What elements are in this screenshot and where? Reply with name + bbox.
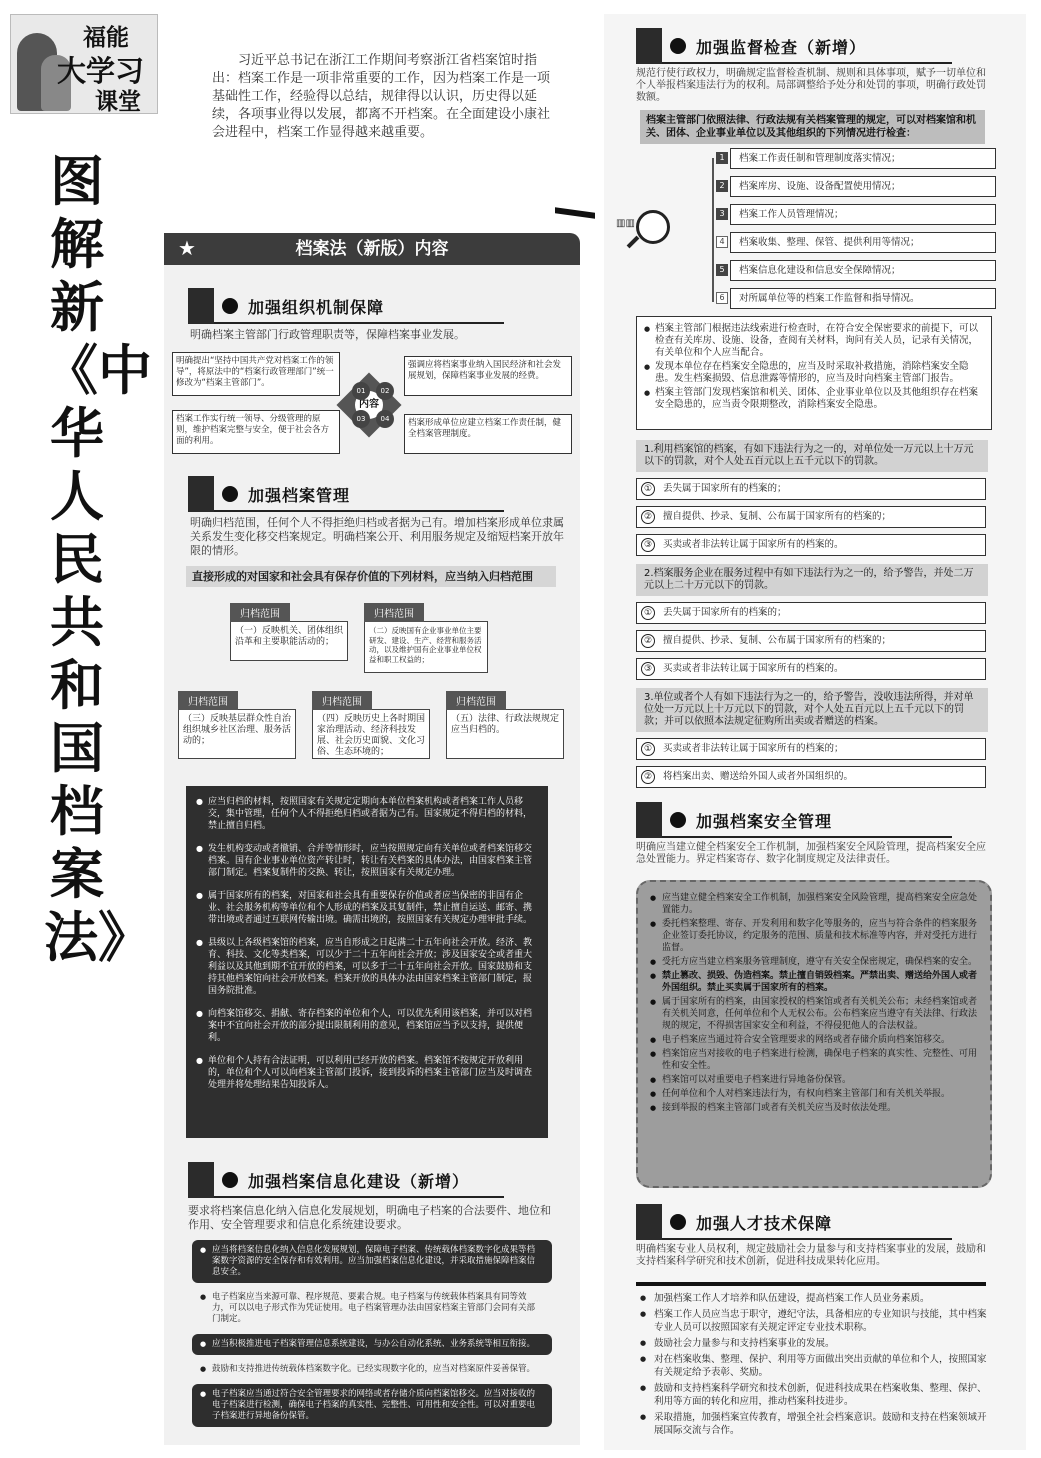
intro-quote: 习近平总书记在浙江工作期间考察浙江省档案馆时指出：档案工作是一项非常重要的工作，因为档案工作是一项基础性工作，经验得以总结，规律得以认识，历史得以延续，各项事业得以发展，都离不开档案。在全面建设小康社会进程中，档案工作显得越来越重要。 [212, 53, 551, 140]
org-box-1: 明确提出“坚持中国共产党对档案工作的领导”，将原法中的“档案行政管理部门”统一修改为“档案主管部门”。 [172, 352, 340, 396]
section-heading-info [188, 1162, 469, 1198]
magnifier-icon [636, 210, 670, 244]
check-item: 档案库房、设施、设备配置使用情况； [730, 176, 996, 197]
penalty-2: 2.档案服务企业在服务过程中有如下违法行为之一的，给予警告，并处二万元以上二十万元以下的罚款。 [636, 564, 988, 596]
list-item: ● 属于国家所有的档案，对国家和社会具有重要保存价值或者应当保密的非国有企业、社会服务机构等单位和个人形成的档案及其复制件，禁止擅自运送、邮寄、携带出境或者通过互联网传输出境。确需出境的，按照国家有关规定办理审批手续。 [208, 890, 534, 926]
section-heading-safety [636, 802, 832, 838]
list-item: ● 单位和个人持有合法证明，可以利用已经开放的档案。档案馆不按规定开放利用的，单位和个人可以向档案主管部门投诉，接到投诉的档案主管部门应当及时调查处理并将处理结果告知投诉人。 [208, 1055, 534, 1091]
section-banner [164, 233, 580, 265]
section-desc: 明确应当建立健全档案安全工作机制，加强档案安全风险管理，提高档案安全应急处置能力。界定档案寄存、数字化制度规定及法律责任。 [636, 842, 986, 865]
logo-line-1: 福能 [83, 24, 129, 51]
check-item: 档案工作人员管理情况； [730, 204, 996, 225]
scope-card-1: 归档范围 （一）反映机关、团体组织沿革和主要职能活动的； [230, 602, 348, 661]
penalty-item: ③ 买卖或者非法转让属于国家所有的档案的。 [636, 534, 986, 556]
connector-line [712, 158, 714, 302]
bullet-icon [670, 812, 686, 828]
page-title: 图解新《中华人民共和国档案法》 [44, 149, 152, 969]
list-item: ● 应当积极推进电子档案管理信息系统建设，与办公自动化系统、业务系统等相互衔接。 [192, 1334, 552, 1355]
penalty-3: 3.单位或者个人有如下违法行为之一的，给予警告，没收违法所得，并对单位处一万元以上十万元以下的罚款，对个人处五百元以上五千元以下的罚款；并可以依照本法规定征购所出卖或者赠送的档案。 [636, 688, 988, 732]
penalty-item: ② 将档案出卖、赠送给外国人或者外国组织的。 [636, 766, 986, 788]
org-num-2: 02 [376, 382, 394, 400]
penalty-item: ① 丢失属于国家所有的档案的； [636, 602, 986, 624]
check-item: 档案信息化建设和信息安全保障情况； [730, 260, 996, 281]
divider [636, 1282, 986, 1286]
section-title: 加强人才技术保障 [696, 1213, 833, 1233]
list-item: ● 县级以上各级档案馆的档案，应当自形成之日起满二十五年向社会开放。经济、教育、科技、文化等类档案，可以少于二十五年向社会开放；涉及国家安全或者重大利益以及其他到期不宜开放的档案，可以多于二十五年向社会开放。国家鼓励和支持其他档案馆向社会开放档案。档案开放的具体办法由国家档案主管部门制定，报国务院批准。 [208, 937, 534, 997]
check-item: 档案收集、整理、保管、提供利用等情况； [730, 232, 996, 253]
list-item: ● 发生机构变动或者撤销、合并等情形时，应当按照规定向有关单位或者档案馆移交档案。国有企业事业单位资产转让时，转让有关档案的具体办法，由国家档案主管部门制定。档案复制件的交换、转让，按照国家有关规定办理。 [208, 843, 534, 879]
org-box-3: 档案工作实行统一领导、分级管理的原则，维护档案完整与安全，便于社会各方面的利用。 [172, 410, 340, 454]
bullet-icon [222, 298, 238, 314]
penalty-item: ① 丢失属于国家所有的档案的； [636, 478, 986, 500]
section-desc: 明确档案专业人员权利，规定鼓励社会力量参与和支持档案事业的发展，鼓励和支持档案科学研究和技术创新，促进科技成果转化应用。 [636, 1244, 986, 1267]
scope-header: 直接形成的对国家和社会具有保存价值的下列材料，应当纳入归档范围 [186, 566, 556, 587]
penalty-item: ② 擅自提供、抄录、复制、公布属于国家所有的档案的； [636, 506, 986, 528]
org-box-4: 档案形成单位应建立档案工作责任制，健全档案管理制度。 [404, 414, 572, 454]
logo-line-3: 课堂 [95, 88, 141, 115]
section-desc: 明确归档范围，任何个人不得拒绝归档或者据为己有。增加档案形成单位隶属关系发生变化移交档案规定。明确档案公开、利用服务规定及缩短档案开放年限的情形。 [190, 516, 564, 557]
supervise-bullets: ● 档案主管部门根据违法线索进行检查时，在符合安全保密要求的前提下，可以检查有关库房、设施、设备，查阅有关材料，询问有关人员，记录有关情况，有关单位和个人应当配合。 ● 发现本单位存在档案安全隐患的，应当及时采取补救措施，消除档案安全隐患。发生档案损毁、信息泄露等情形的，应当及时向档案主管部门报告。 ● 档案主管部门发现档案馆和机关、团体、企业事业单位以及其他组织存在档案安全隐患的，应当责令限期整改，消除档案安全隐患。 [636, 316, 992, 430]
list-item: ● 电子档案应当通过符合安全管理要求的网络或者存储介质向档案馆移交。应当对接收的电子档案进行检测，确保电子档案的真实性、完整性、可用性和安全性。可以对重要电子档案进行异地备份保管。 [192, 1384, 552, 1427]
list-item: ● 应当归档的材料，按照国家有关规定定期向本单位档案机构或者档案工作人员移交，集中管理，任何个人不得拒绝归档或者据为己有。国家规定不得归档的材料，禁止擅自归档。 [208, 796, 534, 832]
org-num-1: 01 [352, 382, 370, 400]
list-item: ● 应当将档案信息化纳入信息化发展规划，保障电子档案、传统载体档案数字化成果等档案数字资源的安全保存和有效利用。应当加强档案信息化建设，并采取措施保障档案信息安全。 [192, 1240, 552, 1283]
penalty-item: ③ 买卖或者非法转让属于国家所有的档案的。 [636, 658, 986, 680]
scope-card-2: 归档范围 （二）反映国有企业事业单位主要研发、建设、生产、经营和服务活动，以及维护国有企业事业单位权益和职工权益的； [364, 602, 488, 673]
section-title: 加强组织机制保障 [248, 297, 385, 317]
check-item: 档案工作责任制和管理制度落实情况； [730, 148, 996, 169]
check-item: 对所属单位等的档案工作监督和指导情况。 [730, 288, 996, 309]
section-title: 加强档案管理 [248, 485, 351, 505]
scope-card-4: 归档范围 （四）反映历史上各时期国家治理活动、经济科技发展、社会历史面貌、文化习俗、生态环境的； [312, 690, 430, 759]
list-item: ● 电子档案应当来源可靠、程序规范、要素合规。电子档案与传统载体档案具有同等效力，可以以电子形式作为凭证使用。电子档案管理办法由国家档案主管部门会同有关部门制定。 [192, 1287, 552, 1330]
safety-list: ● 应当建立健全档案安全工作机制，加强档案安全风险管理，提高档案安全应急处置能力。 ● 委托档案整理、寄存、开发利用和数字化等服务的，应当与符合条件的档案服务企业签订委托协议，约定服务的范围、质量和技术标准等内容，并对受托方进行监督。 ● 受托方应当建立档案服务管理制度，遵守有关安全保密规定，确保档案的安全。 ● 禁止篡改、损毁、伪造档案。禁止擅自销毁档案。严禁出卖、赠送给外国人或者外国组织。禁止买卖属于国家所有的档案。 ● 属于国家所有的档案，由国家授权的档案馆或者有关机关公布；未经档案馆或者有关机关同意，任何单位和个人无权公布。公布档案应当遵守有关法律、行政法规的规定，不得损害国家安全和利益，不得侵犯他人的合法权益。 ● 电子档案应当通过符合安全管理要求的网络或者存储介质向档案馆移交。 ● 档案馆应当对接收的电子档案进行检测，确保电子档案的真实性、完整性、可用性和安全性。 ● 档案馆可以对重要电子档案进行异地备份保管。 ● 任何单位和个人对档案违法行为，有权向档案主管部门和有关机关举报。 ● 接到举报的档案主管部门或者有关机关应当及时依法处理。 [636, 880, 992, 1188]
org-num-4: 04 [376, 410, 394, 428]
bullet-icon [222, 486, 238, 502]
section-heading-supervise [636, 28, 866, 64]
divider [555, 207, 595, 219]
logo [10, 14, 158, 114]
penalty-1: 1.利用档案馆的档案，有如下违法行为之一的，对单位处一万元以上十万元以下的罚款，对个人处五百元以上五千元以下的罚款。 [636, 440, 988, 472]
section-desc: 要求将档案信息化纳入信息化发展规划，明确电子档案的合法要件、地位和作用、安全管理要求和信息化系统建设要求。 [188, 1204, 551, 1231]
list-item: ● 鼓励和支持推进传统载体档案数字化。已经实现数字化的，应当对档案原件妥善保管。 [192, 1359, 552, 1380]
section-desc: 明确档案主管部门行政管理职责等，保障档案事业发展。 [190, 328, 465, 341]
section-desc: 规范行使行政权力，明确规定监督检查机制、规则和具体事项，赋予一切单位和个人举报档案违法行为的权利。局部调整给予处分和处罚的事项，明确行政处罚数额。 [636, 68, 986, 103]
section-title: 加强档案信息化建设（新增） [248, 1171, 470, 1191]
scope-card-5: 归档范围 （五）法律、行政法规规定应当归档的。 [446, 690, 564, 759]
section-heading-org [188, 288, 384, 324]
banner-text: 档案法（新版）内容 [295, 239, 449, 259]
bullet-icon [670, 1214, 686, 1230]
org-num-3: 03 [352, 410, 370, 428]
section-title: 加强监督检查（新增） [696, 37, 867, 57]
books-icon: ▥▥ [616, 218, 635, 229]
info-list [192, 1240, 552, 1431]
bullet-icon [222, 1172, 238, 1188]
star-icon: ★ [178, 236, 196, 260]
section-heading-talent [636, 1204, 832, 1240]
inspect-header: 档案主管部门依照法律、行政法规有关档案管理的规定，可以对档案馆和机关、团体、企业事业单位以及其他组织的下列情况进行检查： [640, 110, 985, 144]
talent-list: ● 加强档案工作人才培养和队伍建设，提高档案工作人员业务素质。 ● 档案工作人员应当忠于职守，遵纪守法，具备相应的专业知识与技能，其中档案专业人员可以按照国家有关规定评定专业技术职称。 ● 鼓励社会力量参与和支持档案事业的发展。 ● 对在档案收集、整理、保护、利用等方面做出突出贡献的单位和个人，按照国家有关规定给予表彰、奖励。 ● 鼓励和支持档案科学研究和技术创新，促进科技成果在档案收集、整理、保护、利用等方面的转化和应用，推动档案科技进步。 ● 采取措施，加强档案宣传教育，增强全社会档案意识。鼓励和支持在档案领域开展国际交流与合作。 [640, 1292, 988, 1440]
logo-line-2: 大学习 [57, 54, 145, 88]
scope-card-3: 归档范围 （三）反映基层群众性自治组织城乡社区治理、服务活动的； [178, 690, 296, 759]
list-item: ● 向档案馆移交、捐献、寄存档案的单位和个人，可以优先利用该档案，并可以对档案中不宜向社会开放的部分提出限制利用的意见，档案馆应当予以支持，提供便利。 [208, 1008, 534, 1044]
mgmt-list [186, 786, 548, 1138]
org-box-2: 强调应将档案事业纳入国民经济和社会发展规划，保障档案事业发展的经费。 [404, 356, 572, 396]
org-center-label: 内容 [355, 391, 383, 419]
section-title: 加强档案安全管理 [696, 811, 833, 831]
penalty-item: ② 擅自提供、抄录、复制、公布属于国家所有的档案的； [636, 630, 986, 652]
bullet-icon [670, 38, 686, 54]
penalty-item: ① 买卖或者非法转让属于国家所有的档案的； [636, 738, 986, 760]
section-heading-mgmt [188, 476, 350, 512]
